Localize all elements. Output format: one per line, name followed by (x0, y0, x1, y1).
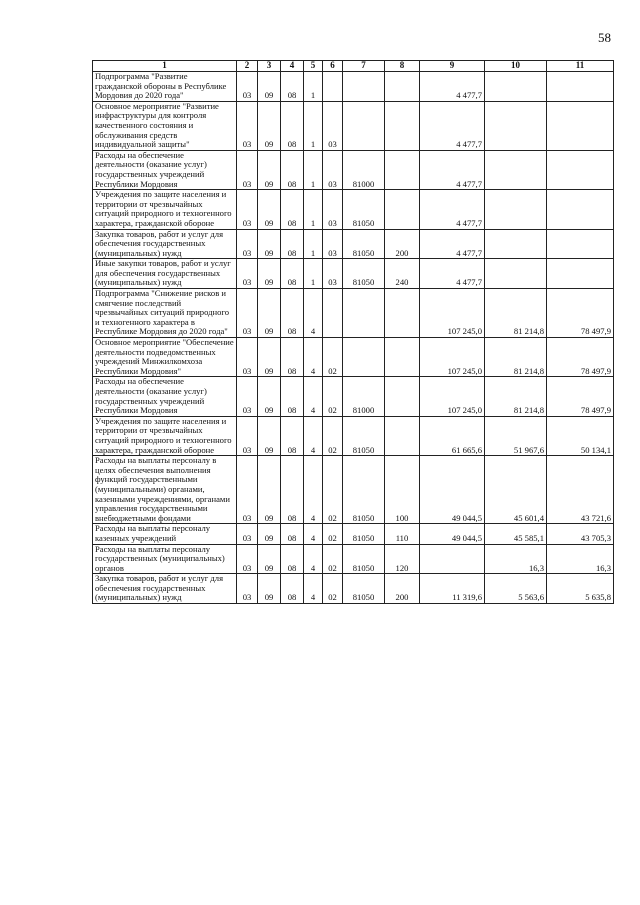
cell-c11: 5 635,8 (547, 574, 614, 604)
cell-c7: 81000 (343, 150, 385, 189)
cell-c8 (385, 377, 420, 416)
cell-c8 (385, 416, 420, 455)
cell-c4: 08 (281, 338, 304, 377)
cell-c5: 4 (304, 544, 323, 574)
cell-c5: 4 (304, 289, 323, 338)
table-row (93, 259, 614, 289)
cell-c10: 81 214,8 (485, 338, 547, 377)
cell-c11: 78 497,9 (547, 377, 614, 416)
table-row (93, 229, 614, 259)
cell-c7 (343, 72, 385, 102)
cell-c9 (420, 544, 485, 574)
cell-c10: 16,3 (485, 544, 547, 574)
budget-table (92, 60, 614, 604)
cell-c7 (343, 289, 385, 338)
cell-c4: 08 (281, 377, 304, 416)
cell-c9: 49 044,5 (420, 456, 485, 524)
cell-c6: 02 (323, 456, 343, 524)
cell-c11 (547, 101, 614, 150)
cell-c9: 107 245,0 (420, 338, 485, 377)
cell-c10 (485, 72, 547, 102)
cell-c4: 08 (281, 574, 304, 604)
cell-c7 (343, 101, 385, 150)
table-row (93, 289, 614, 338)
header-cell: 9 (420, 61, 485, 72)
cell-c5: 1 (304, 259, 323, 289)
cell-c4: 08 (281, 544, 304, 574)
cell-c8: 240 (385, 259, 420, 289)
cell-c6 (323, 289, 343, 338)
cell-c6: 02 (323, 377, 343, 416)
cell-c9: 4 477,7 (420, 72, 485, 102)
header-cell: 10 (485, 61, 547, 72)
cell-c8 (385, 101, 420, 150)
table-row (93, 574, 614, 604)
table-row (93, 416, 614, 455)
row-name: Учреждения по защите населения и территории от чрезвычайных ситуаций природного и техногенного характера, гражданской обороне (93, 190, 237, 229)
cell-c3: 09 (258, 544, 281, 574)
header-cell: 5 (304, 61, 323, 72)
cell-c10 (485, 190, 547, 229)
cell-c7: 81050 (343, 456, 385, 524)
cell-c11 (547, 259, 614, 289)
cell-c9: 61 665,6 (420, 416, 485, 455)
row-name: Основное мероприятие "Обеспечение деятельности подведомственных учреждений Минжилкомхоза Республики Мордовия" (93, 338, 237, 377)
cell-c2: 03 (237, 259, 258, 289)
cell-c7: 81050 (343, 229, 385, 259)
row-name: Иные закупки товаров, работ и услуг для обеспечения государственных (муниципальных) нужд (93, 259, 237, 289)
cell-c10: 5 563,6 (485, 574, 547, 604)
cell-c3: 09 (258, 289, 281, 338)
cell-c9: 4 477,7 (420, 259, 485, 289)
cell-c3: 09 (258, 259, 281, 289)
header-cell: 2 (237, 61, 258, 72)
cell-c7: 81050 (343, 259, 385, 289)
cell-c10: 81 214,8 (485, 377, 547, 416)
cell-c8 (385, 289, 420, 338)
cell-c10 (485, 259, 547, 289)
cell-c9: 11 319,6 (420, 574, 485, 604)
row-name: Основное мероприятие "Развитие инфраструктуры для контроля качественного состояния и обслуживания средств индивидуальной защиты" (93, 101, 237, 150)
cell-c11: 43 721,6 (547, 456, 614, 524)
cell-c5: 1 (304, 229, 323, 259)
cell-c6: 03 (323, 229, 343, 259)
cell-c10: 45 585,1 (485, 524, 547, 544)
cell-c3: 09 (258, 416, 281, 455)
cell-c11 (547, 150, 614, 189)
cell-c2: 03 (237, 101, 258, 150)
cell-c7: 81050 (343, 544, 385, 574)
cell-c6: 03 (323, 150, 343, 189)
cell-c10: 81 214,8 (485, 289, 547, 338)
cell-c7: 81050 (343, 524, 385, 544)
cell-c6: 03 (323, 101, 343, 150)
cell-c11: 43 705,3 (547, 524, 614, 544)
cell-c2: 03 (237, 72, 258, 102)
cell-c3: 09 (258, 524, 281, 544)
cell-c5: 1 (304, 190, 323, 229)
table-row (93, 338, 614, 377)
table-row (93, 72, 614, 102)
cell-c5: 1 (304, 150, 323, 189)
cell-c4: 08 (281, 259, 304, 289)
cell-c4: 08 (281, 72, 304, 102)
cell-c8: 110 (385, 524, 420, 544)
cell-c11: 50 134,1 (547, 416, 614, 455)
cell-c4: 08 (281, 416, 304, 455)
cell-c5: 4 (304, 338, 323, 377)
cell-c5: 4 (304, 456, 323, 524)
cell-c2: 03 (237, 338, 258, 377)
page-number: 58 (598, 30, 611, 45)
cell-c9: 49 044,5 (420, 524, 485, 544)
cell-c8 (385, 190, 420, 229)
cell-c4: 08 (281, 289, 304, 338)
row-name: Подпрограмма "Снижение рисков и смягчение последствий чрезвычайных ситуаций природного и техногенного характера в Республике Мордовия до 2020 года" (93, 289, 237, 338)
cell-c3: 09 (258, 190, 281, 229)
cell-c4: 08 (281, 229, 304, 259)
cell-c8: 120 (385, 544, 420, 574)
table-row (93, 524, 614, 544)
table-row (93, 377, 614, 416)
row-name: Подпрограмма "Развитие гражданской обороны в Республике Мордовия до 2020 года" (93, 72, 237, 102)
cell-c9: 4 477,7 (420, 150, 485, 189)
cell-c2: 03 (237, 574, 258, 604)
cell-c2: 03 (237, 456, 258, 524)
cell-c6: 03 (323, 259, 343, 289)
cell-c3: 09 (258, 338, 281, 377)
cell-c11 (547, 190, 614, 229)
cell-c11 (547, 72, 614, 102)
cell-c6: 03 (323, 190, 343, 229)
cell-c3: 09 (258, 229, 281, 259)
table-row (93, 190, 614, 229)
cell-c3: 09 (258, 72, 281, 102)
cell-c7 (343, 338, 385, 377)
cell-c2: 03 (237, 544, 258, 574)
cell-c2: 03 (237, 416, 258, 455)
cell-c5: 4 (304, 574, 323, 604)
cell-c3: 09 (258, 377, 281, 416)
header-row (93, 61, 614, 72)
cell-c10 (485, 150, 547, 189)
cell-c2: 03 (237, 229, 258, 259)
cell-c9: 4 477,7 (420, 229, 485, 259)
row-name: Учреждения по защите населения и территории от чрезвычайных ситуаций природного и техногенного характера, гражданской обороне (93, 416, 237, 455)
cell-c6: 02 (323, 524, 343, 544)
table-row (93, 150, 614, 189)
header-cell: 3 (258, 61, 281, 72)
cell-c10 (485, 229, 547, 259)
table-row (93, 101, 614, 150)
header-cell: 4 (281, 61, 304, 72)
cell-c7: 81050 (343, 190, 385, 229)
cell-c2: 03 (237, 150, 258, 189)
table-row (93, 456, 614, 524)
cell-c5: 1 (304, 101, 323, 150)
row-name: Расходы на обеспечение деятельности (оказание услуг) государственных учреждений Республики Мордовия (93, 377, 237, 416)
cell-c4: 08 (281, 456, 304, 524)
cell-c2: 03 (237, 289, 258, 338)
cell-c3: 09 (258, 101, 281, 150)
cell-c3: 09 (258, 150, 281, 189)
header-cell: 1 (93, 61, 237, 72)
cell-c3: 09 (258, 456, 281, 524)
cell-c10: 45 601,4 (485, 456, 547, 524)
cell-c4: 08 (281, 101, 304, 150)
cell-c6: 02 (323, 416, 343, 455)
cell-c11: 16,3 (547, 544, 614, 574)
header-cell: 6 (323, 61, 343, 72)
cell-c5: 1 (304, 72, 323, 102)
cell-c5: 4 (304, 524, 323, 544)
cell-c11 (547, 229, 614, 259)
row-name: Закупка товаров, работ и услуг для обеспечения государственных (муниципальных) нужд (93, 574, 237, 604)
cell-c6: 02 (323, 544, 343, 574)
row-name: Расходы на выплаты персоналу казенных учреждений (93, 524, 237, 544)
row-name: Расходы на обеспечение деятельности (оказание услуг) государственных учреждений Республики Мордовия (93, 150, 237, 189)
cell-c7: 81050 (343, 574, 385, 604)
cell-c8 (385, 150, 420, 189)
cell-c2: 03 (237, 377, 258, 416)
cell-c6 (323, 72, 343, 102)
cell-c11: 78 497,9 (547, 289, 614, 338)
cell-c2: 03 (237, 190, 258, 229)
cell-c3: 09 (258, 574, 281, 604)
cell-c4: 08 (281, 150, 304, 189)
cell-c6: 02 (323, 338, 343, 377)
cell-c7: 81000 (343, 377, 385, 416)
cell-c4: 08 (281, 524, 304, 544)
cell-c7: 81050 (343, 416, 385, 455)
cell-c9: 107 245,0 (420, 377, 485, 416)
cell-c8: 200 (385, 229, 420, 259)
cell-c8: 200 (385, 574, 420, 604)
cell-c6: 02 (323, 574, 343, 604)
cell-c8 (385, 72, 420, 102)
cell-c8: 100 (385, 456, 420, 524)
row-name: Закупка товаров, работ и услуг для обеспечения государственных (муниципальных) нужд (93, 229, 237, 259)
cell-c8 (385, 338, 420, 377)
row-name: Расходы на выплаты персоналу в целях обеспечения выполнения функций государственными (муниципальными) органами, казенными учреждениями, органами управления государственными внебюджетными фондами (93, 456, 237, 524)
cell-c9: 107 245,0 (420, 289, 485, 338)
cell-c5: 4 (304, 377, 323, 416)
cell-c10 (485, 101, 547, 150)
header-cell: 8 (385, 61, 420, 72)
header-cell: 11 (547, 61, 614, 72)
cell-c11: 78 497,9 (547, 338, 614, 377)
cell-c4: 08 (281, 190, 304, 229)
table-row (93, 544, 614, 574)
cell-c2: 03 (237, 524, 258, 544)
header-cell: 7 (343, 61, 385, 72)
cell-c9: 4 477,7 (420, 190, 485, 229)
row-name: Расходы на выплаты персоналу государственных (муниципальных) органов (93, 544, 237, 574)
cell-c5: 4 (304, 416, 323, 455)
cell-c9: 4 477,7 (420, 101, 485, 150)
cell-c10: 51 967,6 (485, 416, 547, 455)
